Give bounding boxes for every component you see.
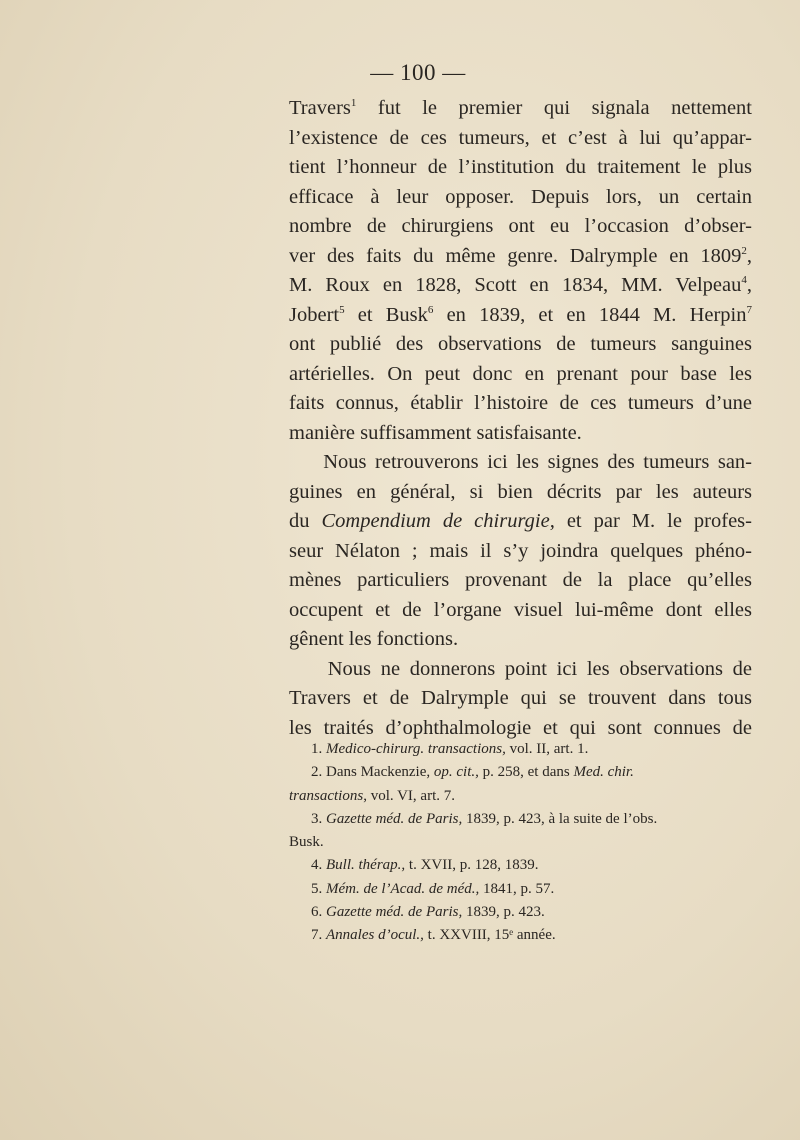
text-line: gênent les fonctions. — [289, 628, 459, 650]
page-number: — 100 — — [370, 60, 466, 85]
text-line: artérielles. On peut donc en prenant pour base les — [289, 362, 752, 385]
footnote-1: 1. Medico-chirurg. transactions, vol. II, art. 1. — [311, 741, 589, 757]
text-line: Travers$^1$ fut le premier qui signala nettement — [289, 97, 752, 119]
text-line: Nous ne donnerons point ici les observations de — [289, 657, 752, 680]
text-line: manière suffisamment satisfaisante. — [289, 421, 582, 444]
italic-title: Compendium de chirurgie, — [321, 510, 555, 532]
text-line: occupent et de l’organe visuel lui-même dont elles — [289, 598, 752, 621]
footnote-3-continued: Busk. — [289, 834, 324, 851]
text-line: nombre de chirurgiens ont eu l’occasion d’obser- — [289, 215, 752, 237]
text-line: guines en général, si bien décrits par les auteurs — [289, 480, 752, 503]
footnote-ref: 2 — [741, 244, 747, 257]
footnote-2: 2. Dans Mackenzie, op. cit., p. 258, et dans Med. chir. — [311, 764, 634, 781]
footnote-7: 7. Annales d’ocul., t. XXVIII, 15ᵉ année. — [311, 927, 556, 944]
footnote-2-continued: transactions, vol. VI, art. 7. — [289, 787, 455, 804]
text-line: seur Nélaton ; mais il s’y joindra quelques phéno- — [289, 539, 752, 562]
text-line: Travers et de Dalrymple qui se trouvent dans tous — [289, 687, 752, 709]
text-line: l’existence de ces tumeurs, et c’est à lui qu’appar- — [289, 126, 752, 149]
text-line: Jobert$^5$ et Busk$^6$ en 1839, et en 1844 M. Herpin$^7$ — [289, 303, 752, 326]
text-line: du Compendium de chirurgie, et par M. le profes- — [289, 510, 752, 532]
text-line: mènes particuliers provenant de la place qu’elles — [289, 569, 752, 591]
text-line: M. Roux en 1828, Scott en 1834, MM. Velpeau$^4$, — [289, 274, 752, 296]
footnote-ref: 6 — [427, 303, 434, 316]
text-line: Nous retrouverons ici les signes des tumeurs san- — [289, 451, 752, 473]
footnote-ref: 4 — [741, 274, 747, 286]
footnote-5: 5. Mém. de l’Acad. de méd., 1841, p. 57. — [311, 880, 555, 897]
footnotes — [289, 738, 761, 948]
body-text — [289, 94, 752, 743]
footnote-ref: 5 — [339, 303, 345, 316]
text-line: ver des faits du même genre. Dalrymple en 1809$^2$, — [289, 244, 752, 267]
footnote-6: 6. Gazette méd. de Paris, 1839, p. 423. — [311, 904, 545, 921]
footnote-4: 4. Bull. thérap., t. XVII, p. 128, 1839. — [311, 857, 539, 874]
text-line: les traités d’ophthalmologie et qui sont connues de — [289, 716, 752, 739]
footnote-3: 3. Gazette méd. de Paris, 1839, p. 423, à la suite de l’obs. — [311, 810, 658, 827]
footnote-ref: 1 — [350, 97, 357, 109]
text-line: tient l’honneur de l’institution du traitement le plus — [289, 156, 752, 178]
footnote-ref: 7 — [746, 303, 752, 316]
text-line: faits connus, établir l’histoire de ces tumeurs d’une — [289, 392, 752, 414]
text-line: efficace à leur opposer. Depuis lors, un certain — [289, 185, 752, 208]
text-line: ont publié des observations de tumeurs sanguines — [289, 333, 752, 355]
